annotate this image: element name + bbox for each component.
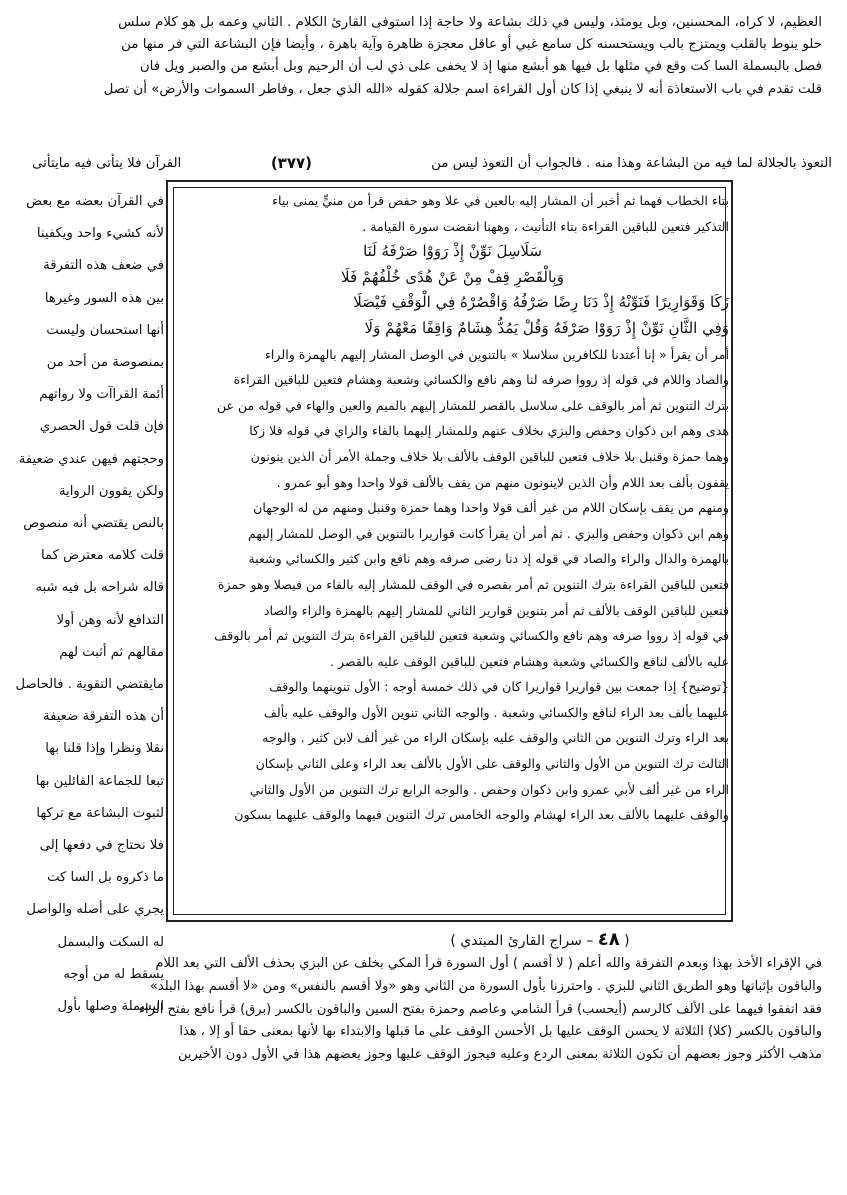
text-line: في قوله إذ رووا صرفه وهم نافع والكسائي وشعبة فتعين للباقين القراءة بترك التنوين ثم أمر بالوقف xyxy=(214,628,729,644)
text-line: بتاء الخطاب فهما ثم أخبر أن المشار إليه بالعين في علا وهو حفص قرأ من منيٍّ يمنى بياء xyxy=(272,193,729,208)
text-line: البسملة وصلها بأول xyxy=(57,999,164,1015)
text-line: فتعين للباقين القراءة بترك التنوين ثم أمر بقصره في الوقف للمشار إليه بالفاء من فيصلا وهو حمزة xyxy=(217,576,729,592)
text-line: بمنصوصة من أحد من xyxy=(46,355,164,371)
text-line: له السكت والبسمل xyxy=(57,934,164,950)
book-title: – سراج القارئ المبتدي ) xyxy=(450,933,594,949)
text-line: عليه بالألف لنافع والكسائي وشعبة وهشام فتعين للباقين الوقف عليه بالقصر . xyxy=(329,653,729,669)
text-line: لثبوت البشاعة مع تركها xyxy=(36,805,164,821)
text-line: وحجتهم فيهن عندي ضعيفة xyxy=(18,451,164,467)
text-line: {توضيح} إذا جمعت بين قواريرا قواريرا كان في ذلك خمسة أوجه : الأول تنوينهما والوقف xyxy=(269,679,729,695)
text-line: قاله شراحه بل فيه شبه xyxy=(35,580,164,596)
margin-commentary-column xyxy=(15,186,164,1023)
text-line: والوقف عليهما بالألف بعد الراء لهشام والوجه الخامس ترك التنوين فيهما والوقف عليهما بسكون xyxy=(234,807,729,823)
text-line: أئمة القراآت ولا رواتهم xyxy=(39,387,164,403)
text-line: في الإقراء الأخذ بهذا وبعدم التفرقة والله أعلم ( لا أقسم ) أول السورة قرأ المكي بخلف عن البزي بحذف الألف التي بعد اللام xyxy=(155,956,822,971)
running-title: ( ٤٨ – سراج القارئ المبتدي ) xyxy=(450,929,630,950)
text-line: يسقط له من أوجه xyxy=(63,966,164,982)
section-number: ٤٨ xyxy=(597,929,620,950)
text-line: الراء من غير ألف لأبي عمرو وابن ذكوان وحفص . والوجه الرابع ترك التنوين من الأول والثاني xyxy=(249,781,729,797)
text-line: التدافع لأنه وهن أولا xyxy=(56,612,164,628)
text-line: والباقون بإثباتها وهو الطريق الثاني للبزي . واحترزنا بأول السورة من الثاني وهو «ولا أقسم بالنفس» ومن «لا أقسم بهذا البلد» xyxy=(149,978,822,994)
text-line: التذكير فتعين للباقين القراءة بتاء التأنيث ، وههنا انقضت سورة القيامة . xyxy=(362,218,729,234)
text-line: فتعين للباقين الوقف بالألف ثم أمر بتنوين قوارير الثاني للمشار إليهم بالهمزة والراء والصاد xyxy=(263,602,729,618)
text-line: ما ذكروه بل السا كت xyxy=(47,870,164,886)
text-line: مقالهم ثم أثبت لهم xyxy=(59,644,164,660)
text-line: تبعا للجماعة القائلين بها xyxy=(35,773,164,789)
text-line: قلت كلامه معترض كما xyxy=(40,548,164,564)
text-line: بالهمزة والدال والراء والصاد في قوله إذ دنا رضى صرفه وهم نافع وابن كثير والكسائي وشعبة xyxy=(248,551,729,567)
text-line: في القرآن بعضه مع بعض xyxy=(26,194,164,209)
text-line: والباقون بالكسر (كلا) الثلاثة لا يحسن الوقف عليها بل الأحسن الوقف على ما قبلها والابتداء بها لأنها بمعنى حقا أو إلا ، هذا xyxy=(179,1024,822,1040)
text-line: مايقتضي التقوية . فالحاصل xyxy=(15,677,164,693)
top-commentary xyxy=(32,12,822,101)
text-line: في ضعف هذه التفرقة xyxy=(43,258,164,274)
text-line: يقفون بألف بعد اللام وأن الذين لاينونون منهم من يقف بالألف قولا واحدا وهو أبو عمرو . xyxy=(276,474,729,490)
page-number: (٣٧٧) xyxy=(270,154,312,172)
text-line: أنها استحسان وليست xyxy=(46,322,164,338)
text-line: نقلا ونظرا وإذا قلنا بها xyxy=(45,741,164,757)
text-line: حلو ينوط بالقلب ويمتزج بالب ويستحسنه كل سامع غبي أو عاقل معجزة ظاهرة وآية باهرة ، وأيضا فإن البشاعة التي فر منها من xyxy=(121,37,822,53)
text-line: أن هذه التفرقة ضعيفة xyxy=(43,709,164,725)
bottom-commentary xyxy=(32,953,822,1067)
text-line: بين هذه السور وغيرها xyxy=(44,290,164,306)
verse-line: وَبِالْقَصْرِ قِفْ مِنْ عَنْ هُدًى خُلْفُهُمْ فَلَا xyxy=(341,267,564,286)
main-text xyxy=(176,188,729,828)
text-line: أمر أن يقرأ « إنا أعتدنا للكافرين سلاسلا » بالتنوين في الوصل المشار إليهم بالهمزة والراء xyxy=(265,346,729,362)
text-line: والصاد واللام في قوله إذ رووا صرفه لنا وهم نافع والكسائي وشعبة وهشام فتعين للباقين القراءة xyxy=(233,372,729,388)
text-line: فلا نحتاج في دفعها إلى xyxy=(39,838,164,854)
text-line: فصل بالبسملة السا كت وقع في مثلها بل فيها هو أبشع منها إذ لا يخفى على ذي لب أن الرحيم وبل أبشع من والصبر ويل فان xyxy=(139,59,822,75)
text-line: بالنص يقتضي أنه منصوص xyxy=(23,516,164,532)
verse-line: وَفِي الثَّانِ نَوِّنْ إِذْ رَوَوْا صَرْفَهُ وَقُلْ يَمُدُّ هِشَامٌ وَاقِفًا مَعْهُمْ وَلَا xyxy=(364,318,729,337)
page-header xyxy=(32,156,832,180)
text-line: مذهب الأكثر وجوز بعضهم أن تكون الثلاثة بمعنى الردع وعليه فيجوز الوقف عليها وجوز بعضهم هذا في الأول دون الأخيرين xyxy=(177,1047,822,1063)
text-line: فإن قلت قول الحصري xyxy=(39,419,164,435)
text-line: وهم ابن ذكوان وحفص والبزي . ثم أمر أن يقرأ كانت قواريرا بالتنوين في الوصل للمشار إليهم xyxy=(248,525,729,541)
text-line: فقد اتفقوا فيهما على الألف كالرسم (أيحسب) قرأ الشامي وعاصم وحمزة بفتح السين والباقون بالكسر (برق) قرأ نافع بفتح الراء xyxy=(138,1001,822,1017)
text-line: لأنه كشيء واحد ويكفينا xyxy=(36,226,164,242)
text-line: وهما حمزة وقنبل بلا خلاف فتعين للباقين الوقف بالألف بلا خلاف وجملة الأمر أن الذين ينونون xyxy=(250,448,729,464)
text-line: ومنهم من يقف بإسكان اللام من غير ألف قولا واحدا وهما حمزة وقنبل ومنهم من له الوجهان xyxy=(253,500,729,516)
text-line: قلت تقدم في باب الاستعاذة أنه لا ينبغي إذا كان أول القراءة اسم جلالة كقوله «الله الذي جعل ، وفاطر السموات والأرض» أن تصل xyxy=(103,81,822,97)
text-line: عليهما بألف بعد الراء لنافع والكسائي وشعبة . والوجه الثاني تنوين الأول والوقف عليه بألف xyxy=(263,704,729,720)
text-line: بعد الراء وترك التنوين من الثاني والوقف عليه بإسكان الراء من غير ألف لابن كثير . والوجه xyxy=(262,730,729,746)
text-line: هدى وهم ابن ذكوان وحفص والبزي بخلاف عنهم وللمشار إليهما بالفاء والزاي في قوله فلا زكا xyxy=(249,423,729,439)
verse-line: زَكَا وَقَوَارِيرًا فَنَوِّنْهُ إِذْ دَنَا رِضًا صَرْفُهُ وَاقْصُرْهُ فِي الْوَقْفِ فَيْصَلَا xyxy=(353,293,729,312)
text-line: ولكن يقوون الرواية xyxy=(58,483,164,499)
header-text: التعوذ بالجلالة لما فيه من البشاعة وهذا منه . فالجواب أن التعوذ ليس من xyxy=(431,156,832,171)
text-line: بترك التنوين ثم أمر بالوقف على سلاسل بالقصر للمشار إليهم بالميم والعين والهاء في قوله من عن xyxy=(216,397,729,413)
header-continuation: القرآن فلا يتأتى فيه مايتأتى xyxy=(32,156,182,171)
text-line: الثالث ترك التنوين من الأول والثاني والوقف على الأول بالألف بعد الراء وعلى الثاني بإسكان xyxy=(255,756,729,772)
text-line: العظيم، لا كراه، المحسنين، وبل يومئذ، وليس في ذلك بشاعة ولا حاجة إذا استوفى القارئ الكلام . الثاني وعمه بل هو كلام سلس xyxy=(118,15,822,30)
verse-line: سَلَاسِلَ نَوِّنْ إِذْ رَوَوْا صَرْفَهُ لَنَا xyxy=(363,242,542,261)
text-line: يجري على أصله والواصل xyxy=(26,902,164,918)
